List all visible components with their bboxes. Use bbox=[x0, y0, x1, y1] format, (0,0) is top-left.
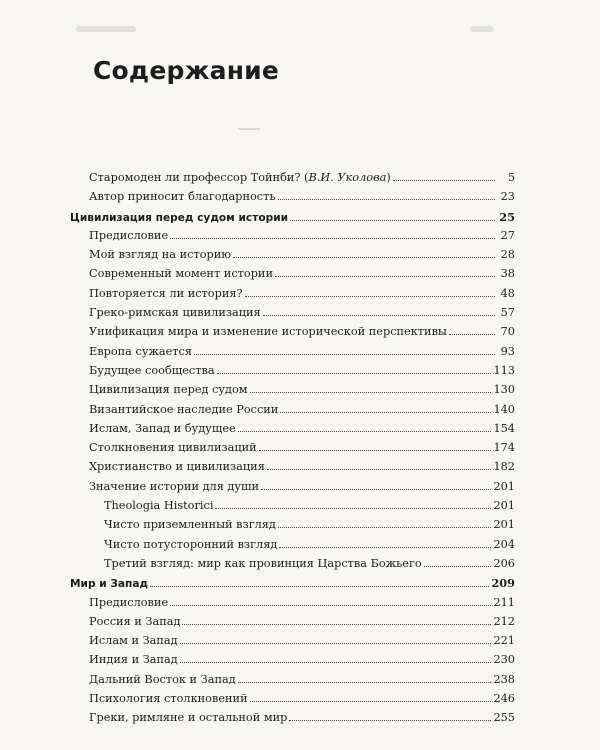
toc-entry[interactable] bbox=[70, 634, 515, 653]
toc-entry-title: Повторяется ли история? bbox=[89, 286, 243, 300]
toc-entry-title: Будущее сообщества bbox=[89, 363, 215, 377]
toc-page-number: 201 bbox=[493, 518, 515, 532]
dot-leader bbox=[217, 373, 492, 374]
toc-entry-author: В.И. Уколова bbox=[308, 171, 387, 184]
toc-entry[interactable] bbox=[70, 557, 515, 576]
toc-entry[interactable] bbox=[70, 480, 515, 499]
dot-leader bbox=[280, 412, 491, 413]
toc-page-number: 238 bbox=[493, 672, 515, 686]
dot-leader bbox=[267, 469, 492, 470]
toc-page-number: 255 bbox=[493, 711, 515, 725]
toc-entry[interactable] bbox=[70, 711, 515, 730]
dot-leader bbox=[278, 199, 495, 200]
dot-leader bbox=[170, 605, 491, 606]
toc-entry[interactable] bbox=[70, 345, 515, 364]
dot-leader bbox=[424, 566, 492, 567]
toc-entry[interactable] bbox=[70, 441, 515, 460]
running-header bbox=[76, 26, 136, 32]
page-title: Содержание bbox=[93, 56, 280, 85]
toc-page-number: 154 bbox=[493, 421, 515, 435]
toc-entry[interactable] bbox=[70, 287, 515, 306]
toc-page-number: 182 bbox=[493, 460, 515, 474]
dot-leader bbox=[238, 682, 492, 683]
toc-entry-title: Theologia Historici bbox=[104, 499, 214, 513]
toc-entry-title: Ислам, Запад и будущее bbox=[89, 421, 236, 435]
toc-page-number: 25 bbox=[499, 209, 515, 224]
toc-entry-title: Старомоден ли профессор Тойнби? (В.И. Уколова) bbox=[89, 171, 391, 184]
toc-entry[interactable] bbox=[70, 364, 515, 383]
toc-page-number: 28 bbox=[500, 248, 515, 262]
toc-entry-title: Индия и Запад bbox=[89, 653, 178, 667]
toc-page-number: 211 bbox=[493, 595, 515, 609]
toc-entry-title: Европа сужается bbox=[89, 344, 192, 358]
toc-section[interactable] bbox=[70, 210, 515, 229]
toc-entry-title: Предисловие bbox=[89, 595, 169, 609]
dot-leader bbox=[261, 489, 491, 490]
dot-leader bbox=[275, 276, 495, 277]
toc-entry[interactable] bbox=[70, 383, 515, 402]
toc-page-number: 5 bbox=[507, 171, 515, 184]
dot-leader bbox=[263, 315, 495, 316]
toc-page-number: 38 bbox=[500, 267, 515, 281]
toc-entry-title: Психология столкновений bbox=[89, 692, 248, 706]
table-of-contents bbox=[70, 171, 515, 731]
toc-entry[interactable] bbox=[70, 653, 515, 672]
toc-page-number: 206 bbox=[493, 556, 515, 570]
dot-leader bbox=[245, 296, 495, 297]
toc-page-number: 221 bbox=[493, 634, 515, 648]
dot-leader bbox=[194, 354, 495, 355]
toc-section[interactable] bbox=[70, 576, 515, 595]
dot-leader bbox=[180, 662, 492, 663]
toc-entry[interactable] bbox=[70, 306, 515, 325]
toc-page-number: 209 bbox=[491, 576, 515, 591]
toc-entry-title: Ислам и Запад bbox=[89, 634, 178, 648]
toc-entry[interactable] bbox=[70, 422, 515, 441]
dot-leader bbox=[278, 527, 492, 528]
dot-leader bbox=[215, 508, 491, 509]
toc-page-number: 70 bbox=[500, 325, 515, 339]
toc-entry-title: Дальний Восток и Запад bbox=[89, 672, 236, 686]
toc-entry-title: Унификация мира и изменение исторической перспективы bbox=[89, 325, 447, 339]
toc-entry-title: Россия и Запад bbox=[89, 614, 181, 628]
dot-leader bbox=[290, 220, 495, 221]
dot-leader bbox=[170, 238, 495, 239]
toc-entry-title: Греко-римская цивилизация bbox=[89, 306, 261, 320]
toc-page-number: 174 bbox=[493, 441, 515, 455]
toc-entry[interactable] bbox=[70, 499, 515, 518]
toc-entry-title: Чисто приземленный взгляд bbox=[104, 518, 276, 532]
toc-entry-title: Третий взгляд: мир как провинция Царства Божьего bbox=[104, 556, 422, 570]
dot-leader bbox=[238, 431, 492, 432]
toc-entry-title: Византийское наследие России bbox=[89, 402, 279, 416]
toc-entry-title: Столкновения цивилизаций bbox=[89, 441, 257, 455]
dot-leader bbox=[182, 624, 491, 625]
toc-entry-title: Современный момент истории bbox=[89, 267, 273, 281]
dot-leader bbox=[250, 701, 492, 702]
toc-page-number: 140 bbox=[493, 402, 515, 416]
dot-leader bbox=[180, 643, 492, 644]
toc-entry-title: Греки, римляне и остальной мир bbox=[89, 711, 288, 725]
toc-entry[interactable] bbox=[70, 190, 515, 209]
toc-entry-title: Мир и Запад bbox=[70, 578, 149, 591]
toc-entry[interactable] bbox=[70, 248, 515, 267]
dot-leader bbox=[250, 392, 492, 393]
toc-page-number: 246 bbox=[493, 692, 515, 706]
page-number-header bbox=[470, 26, 494, 32]
toc-entry[interactable] bbox=[70, 267, 515, 286]
toc-page-number: 201 bbox=[493, 479, 515, 493]
toc-entry[interactable] bbox=[70, 596, 515, 615]
toc-page-number: 113 bbox=[493, 363, 515, 377]
toc-entry[interactable] bbox=[70, 518, 515, 537]
toc-page-number: 230 bbox=[493, 653, 515, 667]
toc-page-number: 201 bbox=[493, 499, 515, 513]
decorative-rule bbox=[238, 128, 260, 130]
toc-entry[interactable] bbox=[70, 692, 515, 711]
toc-page-number: 23 bbox=[500, 190, 515, 204]
toc-entry[interactable] bbox=[70, 403, 515, 422]
dot-leader bbox=[233, 257, 495, 258]
toc-page-number: 130 bbox=[493, 383, 515, 397]
dot-leader bbox=[289, 720, 491, 721]
toc-entry-title: Предисловие bbox=[89, 228, 169, 242]
toc-entry[interactable] bbox=[70, 673, 515, 692]
toc-page-number: 48 bbox=[500, 286, 515, 300]
toc-entry-title: Чисто потусторонний взгляд bbox=[104, 537, 278, 551]
toc-entry-title: Христианство и цивилизация bbox=[89, 460, 265, 474]
toc-page-number: 212 bbox=[493, 614, 515, 628]
toc-entry-title: Мой взгляд на историю bbox=[89, 248, 232, 262]
toc-entry[interactable] bbox=[70, 460, 515, 479]
dot-leader bbox=[393, 180, 495, 181]
dot-leader bbox=[150, 586, 489, 587]
toc-entry-title: Автор приносит благодарность bbox=[89, 190, 276, 204]
toc-entry[interactable] bbox=[70, 615, 515, 634]
toc-entry[interactable] bbox=[70, 229, 515, 248]
toc-entry-title: Значение истории для души bbox=[89, 479, 260, 493]
toc-entry[interactable] bbox=[70, 325, 515, 344]
dot-leader bbox=[279, 547, 491, 548]
toc-entry[interactable] bbox=[70, 171, 515, 190]
toc-entry[interactable] bbox=[70, 538, 515, 557]
dot-leader bbox=[259, 450, 492, 451]
toc-entry-title: Цивилизация перед судом истории bbox=[70, 211, 289, 224]
toc-page-number: 204 bbox=[493, 537, 515, 551]
toc-page-number: 93 bbox=[500, 344, 515, 358]
toc-page-number: 57 bbox=[500, 306, 515, 320]
toc-page-number: 27 bbox=[500, 228, 515, 242]
dot-leader bbox=[449, 334, 495, 335]
toc-entry-title: Цивилизация перед судом bbox=[89, 383, 248, 397]
